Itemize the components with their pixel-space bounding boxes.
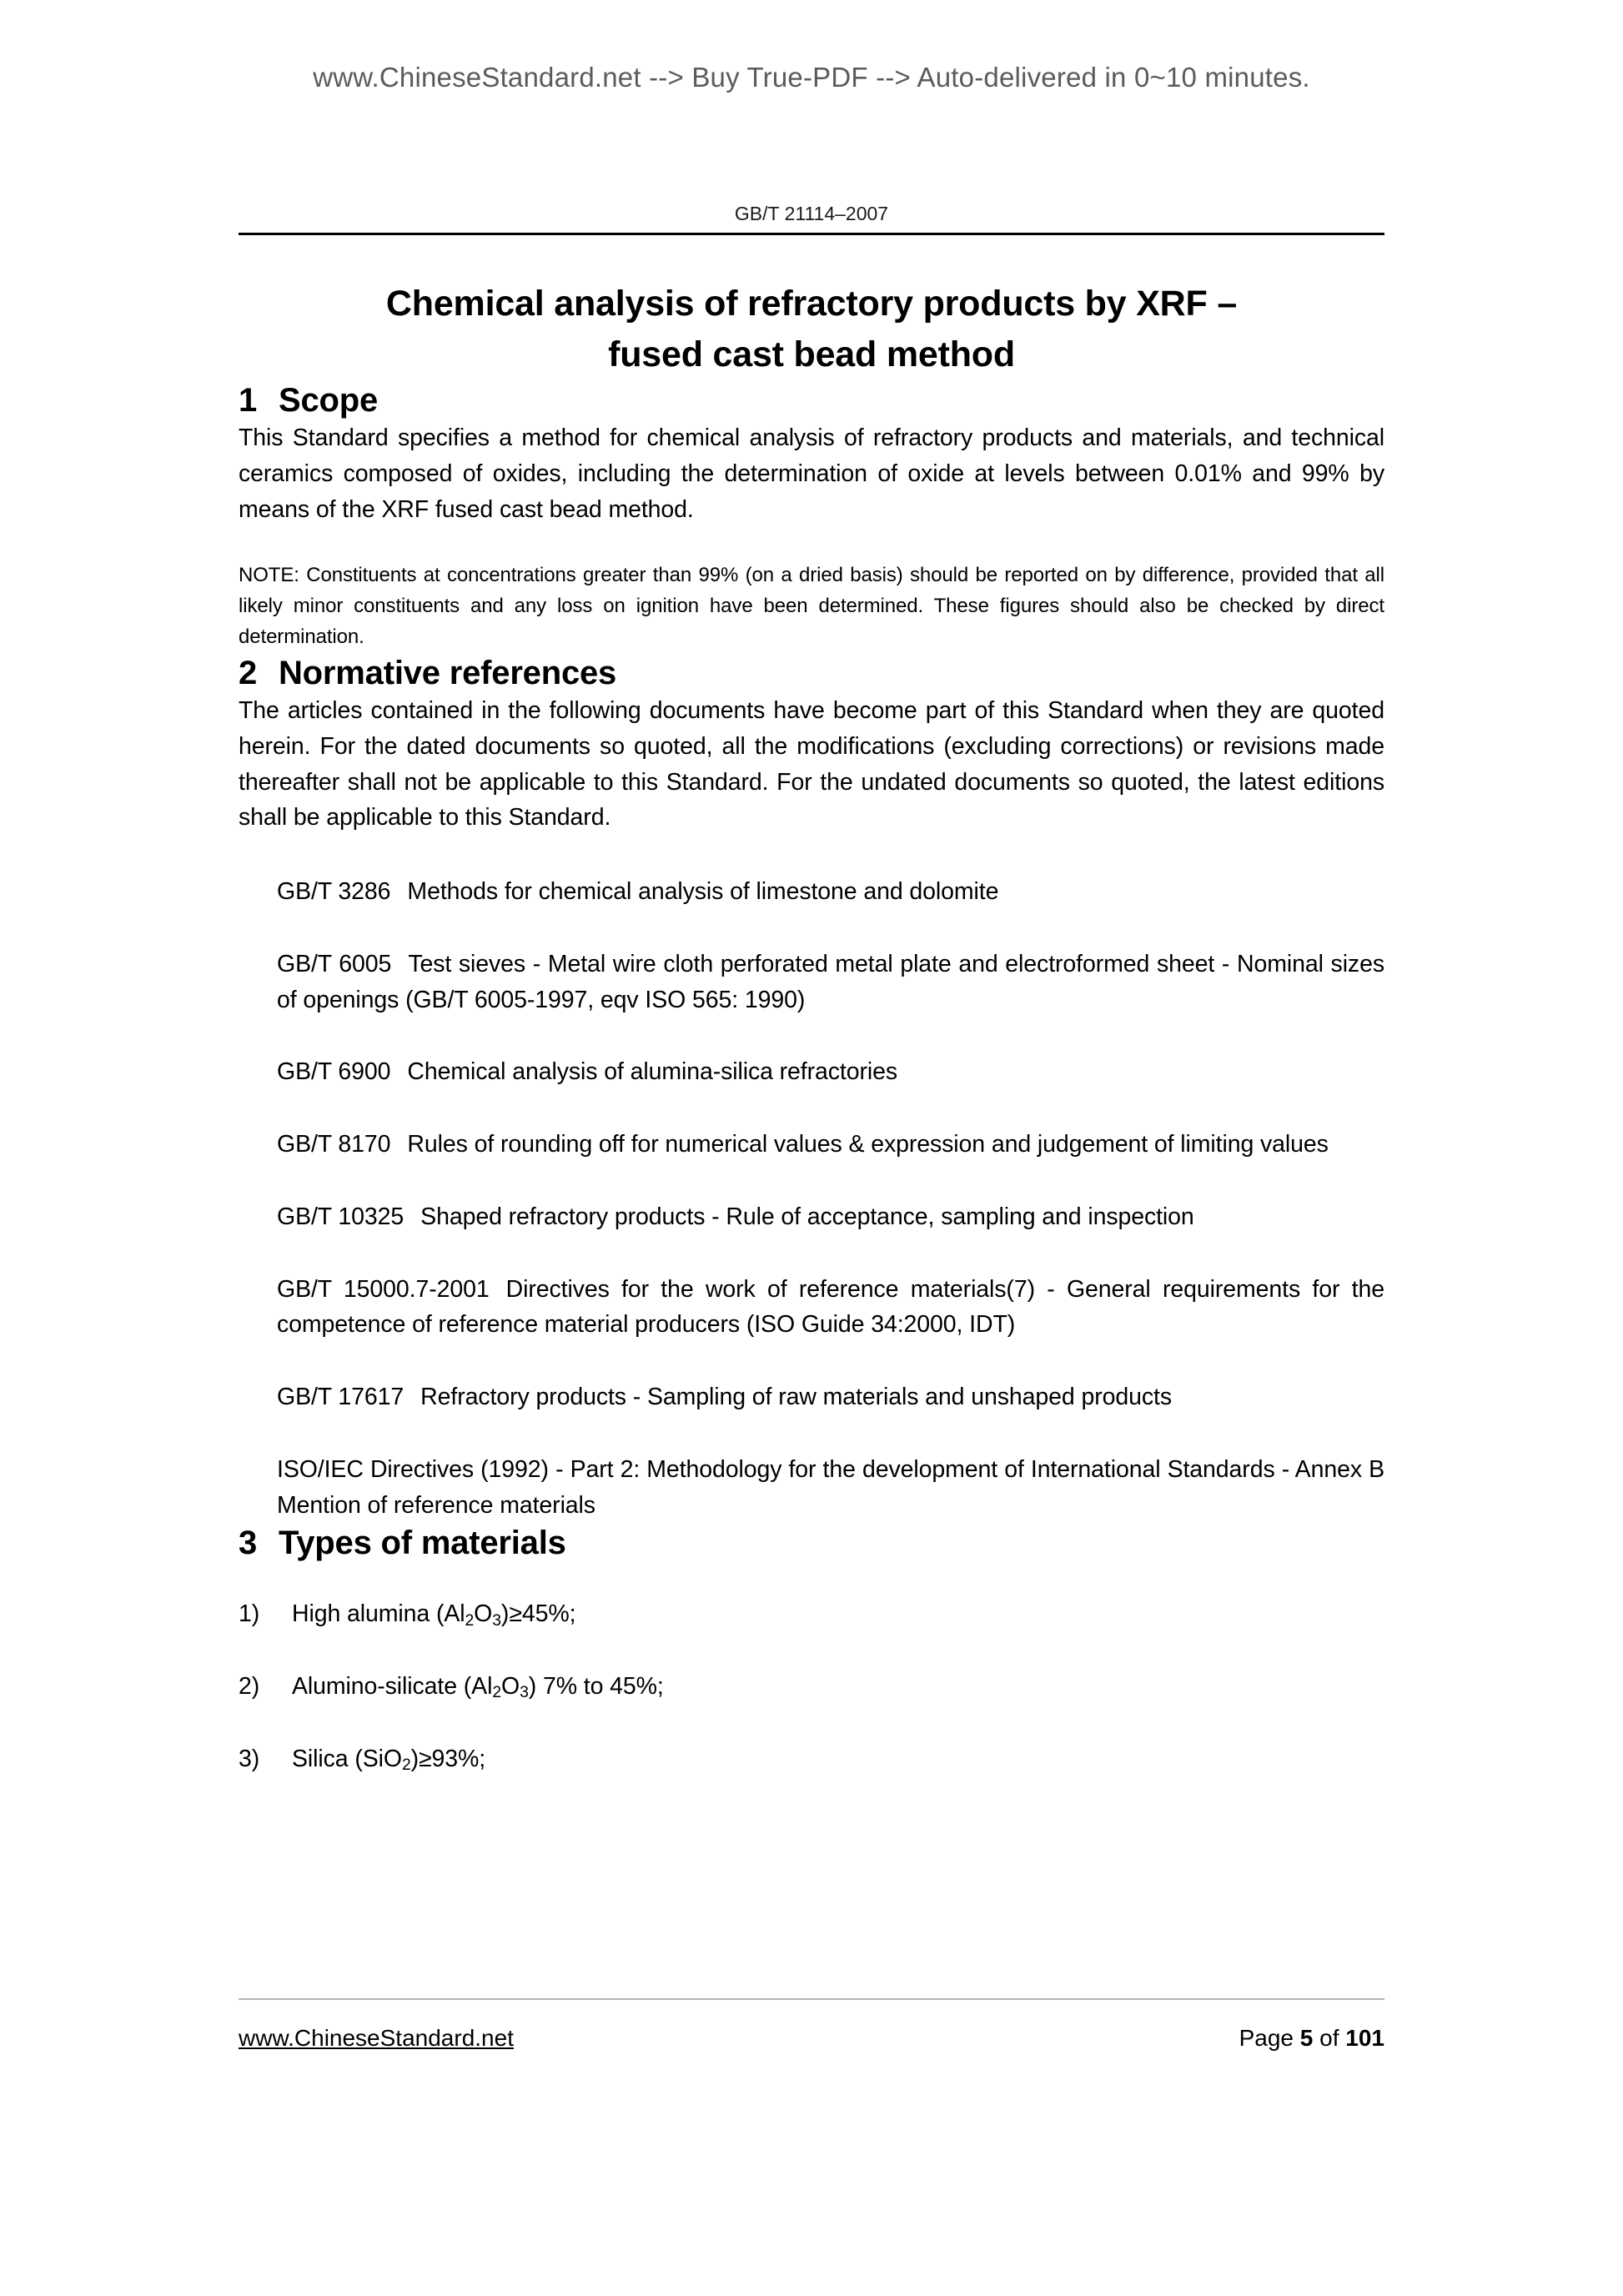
normative-reference-list xyxy=(239,874,1384,1523)
reference-text: Refractory products - Sampling of raw materials and unshaped products xyxy=(420,1384,1172,1411)
list-item xyxy=(239,1741,1384,1777)
page-number xyxy=(1239,2025,1384,2052)
material-subscript-2: 3 xyxy=(492,1610,501,1630)
section-title-1: Scope xyxy=(279,382,379,420)
material-text-post: )≥45%; xyxy=(500,1600,576,1628)
reference-text: Rules of rounding off for numerical values & expression and judgement of limiting values xyxy=(407,1131,1329,1158)
page-title-line-2: fused cast bead method xyxy=(608,334,1015,375)
material-text-post: )≥93%; xyxy=(410,1745,486,1772)
page-current: 5 xyxy=(1299,2025,1314,2051)
material-subscript-1: 2 xyxy=(492,1683,501,1702)
section-heading-types-of-materials xyxy=(239,1523,1384,1563)
reference-text: Directives for the work of reference materials(7) - General requirements for the competence of reference material producers (ISO Guide 34:2000, IDT) xyxy=(277,1275,1384,1339)
section-heading-normative-references xyxy=(239,653,1384,693)
material-types-list xyxy=(239,1596,1384,1776)
page-label-middle: of xyxy=(1313,2025,1346,2051)
reference-text: Chemical analysis of alumina-silica refractories xyxy=(407,1058,897,1086)
material-subscript-1: 2 xyxy=(401,1756,411,1775)
material-subscript-1: 2 xyxy=(465,1610,475,1630)
reference-text: Shaped refractory products - Rule of acceptance, sampling and inspection xyxy=(420,1203,1194,1230)
footer-divider xyxy=(239,1998,1384,2000)
reference-text: ISO/IEC Directives (1992) - Part 2: Methodology for the development of International Standards - Annex B Mention of reference materials xyxy=(277,1455,1384,1519)
list-item xyxy=(239,1596,1384,1632)
footer-website-link[interactable]: www.ChineseStandard.net xyxy=(239,2025,514,2051)
scope-note: NOTE: Constituents at concentrations greater than 99% (on a dried basis) should be reported on by difference, provided that all likely minor constituents and any loss on ignition have been determined. These figures should also be checked by direct determination. xyxy=(239,564,1384,649)
reference-code: GB/T 6005 xyxy=(277,950,392,977)
reference-item xyxy=(239,1127,1384,1163)
page-footer xyxy=(239,1998,1384,2052)
reference-code: GB/T 17617 xyxy=(277,1384,404,1411)
section-heading-scope xyxy=(239,380,1384,420)
section-number-3: 3 xyxy=(239,1525,258,1562)
material-text-mid: O xyxy=(501,1673,520,1701)
list-marker: 1) xyxy=(239,1600,260,1628)
page-total: 101 xyxy=(1345,2025,1384,2051)
reference-code: GB/T 15000.7-2001 xyxy=(277,1275,490,1303)
page-title-line-1: Chemical analysis of refractory products by XRF – xyxy=(385,284,1238,324)
scope-paragraph: This Standard specifies a method for chemical analysis of refractory products and materials, and technical ceramics composed of oxides, including the determination of oxide at levels between 0.01% and 99% by means of the XRF fused cast bead method. xyxy=(239,425,1384,523)
reference-code: GB/T 3286 xyxy=(277,878,391,906)
material-text-pre: Silica (SiO xyxy=(292,1745,402,1772)
reference-item xyxy=(239,1379,1384,1415)
page-title xyxy=(239,279,1384,380)
reference-code: GB/T 6900 xyxy=(277,1058,391,1086)
section-title-3: Types of materials xyxy=(279,1525,566,1562)
normative-references-paragraph: The articles contained in the following documents have become part of this Standard when they are quoted herein. For the dated documents so quoted, all the modifications (excluding corrections) or revisions made thereafter shall not be applicable to this Standard. For the undated documents so quoted, the latest editions shall be applicable to this Standard. xyxy=(239,697,1384,831)
material-text-pre: Alumino-silicate (Al xyxy=(292,1673,493,1701)
material-subscript-2: 3 xyxy=(520,1683,529,1702)
section-number-2: 2 xyxy=(239,655,258,692)
promo-banner: www.ChineseStandard.net --> Buy True-PDF --> Auto-delivered in 0~10 minutes. xyxy=(313,62,1310,93)
standard-code-header: GB/T 21114–2007 xyxy=(734,203,889,224)
material-text-mid: O xyxy=(474,1600,493,1628)
reference-item xyxy=(239,874,1384,910)
reference-code: GB/T 10325 xyxy=(277,1203,404,1230)
reference-item xyxy=(239,1054,1384,1090)
reference-text: Methods for chemical analysis of limestone and dolomite xyxy=(407,878,999,906)
reference-code: GB/T 8170 xyxy=(277,1131,391,1158)
reference-item xyxy=(239,1199,1384,1235)
document-content xyxy=(239,0,1384,1777)
reference-item xyxy=(239,1272,1384,1344)
reference-item xyxy=(239,1452,1384,1524)
section-title-2: Normative references xyxy=(279,655,617,692)
section-number-1: 1 xyxy=(239,382,258,420)
footer-row xyxy=(239,2025,1384,2052)
material-text-pre: High alumina (Al xyxy=(292,1600,465,1628)
reference-item xyxy=(239,947,1384,1018)
list-marker: 2) xyxy=(239,1673,260,1701)
page-label-prefix: Page xyxy=(1239,2025,1300,2051)
list-marker: 3) xyxy=(239,1745,260,1772)
material-text-post: ) 7% to 45%; xyxy=(528,1673,664,1701)
reference-text: Test sieves - Metal wire cloth perforated metal plate and electroformed sheet - Nominal sizes of openings (GB/T 6005-1997, eqv ISO 565: 1990) xyxy=(277,950,1384,1013)
list-item xyxy=(239,1669,1384,1705)
header-divider xyxy=(239,233,1384,235)
